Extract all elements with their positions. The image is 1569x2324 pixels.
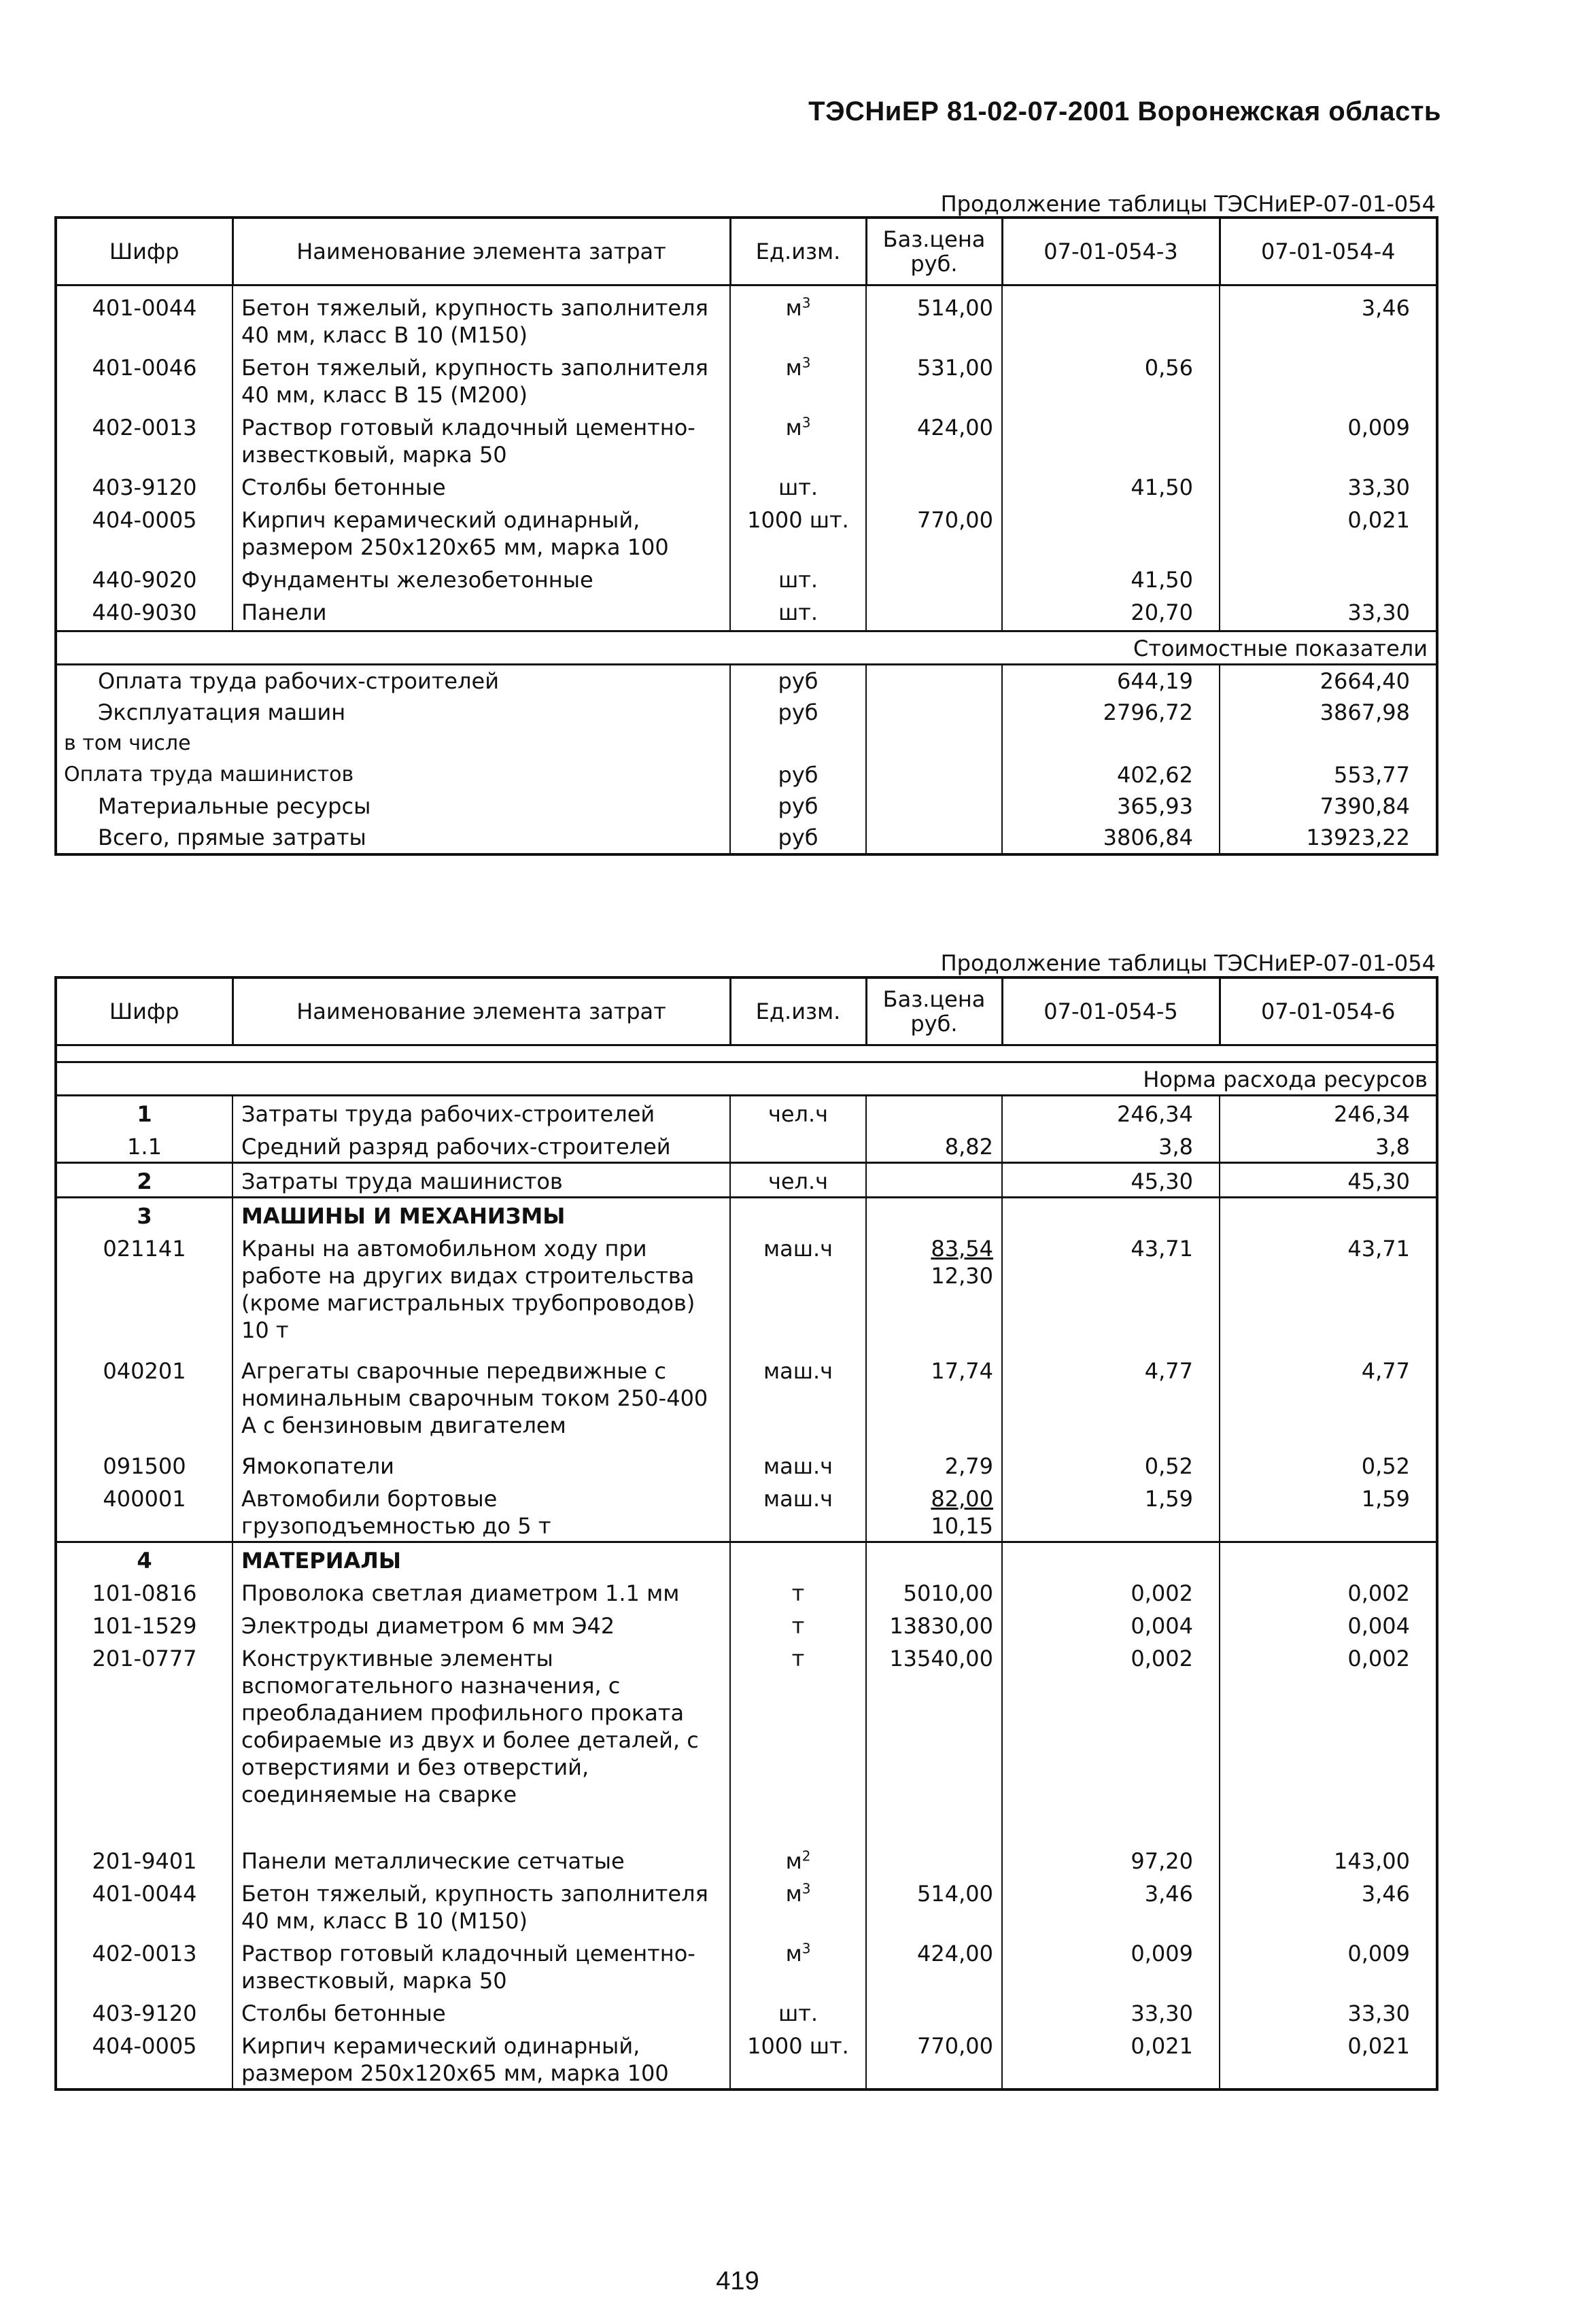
resource-name: Панели (232, 595, 730, 627)
base-price-cell (866, 1843, 1002, 1876)
resource-code: 101-0816 (56, 1576, 232, 1608)
base-price-cell (866, 1608, 1002, 1641)
resource-code: 402-0013 (56, 1936, 232, 1996)
split-price (931, 1235, 993, 1289)
resource-name: Столбы бетонные (232, 470, 730, 502)
unit-cell (730, 1481, 866, 1542)
resource-code: 401-0044 (56, 285, 232, 351)
norm-value-b: 45,30 (1220, 1163, 1437, 1198)
col-header-unit: Ед.изм. (730, 977, 866, 1045)
base-price (866, 562, 1002, 595)
base-price: 424,00 (917, 1941, 993, 1966)
cost-unit: руб (730, 822, 866, 854)
cost-label: Оплата труда рабочих-строителей (56, 665, 730, 697)
cost-row (56, 728, 1437, 759)
resource-code: 401-0046 (56, 350, 232, 410)
cost-unit: руб (730, 697, 866, 728)
table-row (56, 1608, 1437, 1641)
resource-name: Раствор готовый кладочный цементно-известковый, марка 50 (232, 410, 730, 470)
table-row (56, 1576, 1437, 1608)
table-row (56, 1843, 1437, 1876)
base-price: 17,74 (931, 1358, 993, 1384)
cost-value-a (1002, 728, 1220, 759)
base-price: 531,00 (866, 350, 1002, 410)
col-header-code: Шифр (56, 977, 232, 1045)
unit-text: м (785, 1941, 802, 1966)
norm-value-b (1220, 350, 1437, 410)
table-row (56, 1096, 1437, 1130)
resource-name: Средний разряд рабочих-строителей (232, 1129, 730, 1163)
table-row (56, 1996, 1437, 2028)
col-header-norm-a: 07-01-054-3 (1002, 218, 1220, 285)
section-title: МАТЕРИАЛЫ (232, 1542, 730, 1576)
resource-code: 440-9030 (56, 595, 232, 627)
unit-text: шт. (778, 600, 818, 625)
col-header-price: Баз.цена руб. (866, 977, 1002, 1045)
base-price: 514,00 (917, 1881, 993, 1907)
operator-wage-price: 12,30 (931, 1263, 993, 1289)
table-row (56, 1481, 1437, 1542)
resource-name: Затраты труда рабочих-строителей (232, 1096, 730, 1130)
unit-exponent: 3 (801, 294, 811, 311)
base-price-cell (866, 1876, 1002, 1936)
table-row (56, 562, 1437, 595)
resource-name: Агрегаты сварочные передвижные с номинальным сварочным током 250-400 А с бензиновым двигателем (232, 1353, 730, 1449)
table-row (56, 410, 1437, 470)
resource-name: Электроды диаметром 6 мм Э42 (232, 1608, 730, 1641)
base-price (866, 470, 1002, 502)
table-row (56, 1449, 1437, 1481)
table-row (56, 470, 1437, 502)
empty-cell (1220, 1542, 1437, 1576)
cost-indicators-label: Стоимостные показатели (56, 631, 1437, 665)
cost-unit: руб (730, 791, 866, 822)
table-row (56, 285, 1437, 351)
unit-cell (730, 1231, 866, 1353)
unit-text: чел.ч (768, 1168, 829, 1194)
norm-value-b: 3,8 (1220, 1129, 1437, 1163)
cost-value-b: 553,77 (1220, 759, 1437, 791)
norm-value-a: 1,59 (1002, 1481, 1220, 1542)
operator-wage-price: 10,15 (931, 1513, 993, 1539)
norm-value-a: 3,8 (1002, 1129, 1220, 1163)
base-price-cell (866, 1129, 1002, 1163)
empty-cell (866, 1542, 1002, 1576)
table1-continuation-label: Продолжение таблицы ТЭСНиЕР-07-01-054 (940, 191, 1436, 217)
resource-name: Бетон тяжелый, крупность заполнителя 40 мм, класс В 15 (М200) (232, 350, 730, 410)
cost-label: Всего, прямые затраты (56, 822, 730, 854)
norm-value-a: 0,021 (1002, 2028, 1220, 2089)
table-row (56, 2028, 1437, 2089)
resource-name: Автомобили бортовые грузоподъемностью до 5 т (232, 1481, 730, 1542)
unit-text: маш.ч (763, 1453, 833, 1479)
resource-name: Кирпич керамический одинарный, размером 250х120х65 мм, марка 100 (232, 502, 730, 562)
unit-text: 1000 шт. (747, 507, 849, 533)
table-row (56, 1876, 1437, 1936)
resource-code: 040201 (56, 1353, 232, 1449)
base-price: 514,00 (866, 285, 1002, 351)
base-price: 13830,00 (889, 1613, 993, 1639)
unit-text: шт. (778, 567, 818, 593)
norm-value-a: 0,004 (1002, 1608, 1220, 1641)
base-price-cell (866, 2028, 1002, 2089)
norm-value-b (1220, 562, 1437, 595)
norm-value-b: 0,002 (1220, 1641, 1437, 1843)
cost-indicators-band (56, 631, 1437, 665)
resource-code: 091500 (56, 1449, 232, 1481)
norm-value-a: 0,002 (1002, 1641, 1220, 1843)
unit-cell (730, 1163, 866, 1198)
norm-value-b: 1,59 (1220, 1481, 1437, 1542)
norm-value-b: 0,021 (1220, 2028, 1437, 2089)
norm-value-a: 43,71 (1002, 1231, 1220, 1353)
unit-cell (730, 1936, 866, 1996)
norm-value-b: 0,009 (1220, 1936, 1437, 1996)
base-price-cell (866, 1096, 1002, 1130)
section-heading-row (56, 1198, 1437, 1232)
table1-header-row (56, 218, 1437, 285)
base-price-cell (866, 1163, 1002, 1198)
resource-code: 201-9401 (56, 1843, 232, 1876)
unit-text: 1000 шт. (747, 2033, 849, 2059)
norm-value-b: 43,71 (1220, 1231, 1437, 1353)
unit-text: маш.ч (763, 1358, 833, 1384)
base-price-cell (866, 1936, 1002, 1996)
base-price: 770,00 (917, 2033, 993, 2059)
norm-value-a: 20,70 (1002, 595, 1220, 627)
unit-text: м (785, 1848, 802, 1874)
table-row (56, 1936, 1437, 1996)
norm-value-b: 143,00 (1220, 1843, 1437, 1876)
base-price: 2,79 (944, 1453, 993, 1479)
spacer-cell (56, 1045, 1437, 1062)
resource-name: Ямокопатели (232, 1449, 730, 1481)
cost-value-b: 2664,40 (1220, 665, 1437, 697)
unit-cell (730, 470, 866, 502)
unit-exponent: 3 (801, 1880, 811, 1897)
cost-value-a: 3806,84 (1002, 822, 1220, 854)
col-header-price: Баз.цена руб. (866, 218, 1002, 285)
document-header-title: ТЭСНиЕР 81-02-07-2001 Воронежская область (808, 97, 1441, 126)
norm-value-a: 0,009 (1002, 1936, 1220, 1996)
base-price-cell (866, 1449, 1002, 1481)
cost-row (56, 822, 1437, 854)
base-price-cell (866, 1641, 1002, 1843)
table-row (56, 1641, 1437, 1843)
resource-name: Фундаменты железобетонные (232, 562, 730, 595)
norm-value-b: 33,30 (1220, 595, 1437, 627)
unit-text: маш.ч (763, 1236, 833, 1262)
table-row (56, 1353, 1437, 1449)
base-price-cell (866, 1231, 1002, 1353)
section-title: МАШИНЫ И МЕХАНИЗМЫ (232, 1198, 730, 1232)
resource-name: Проволока светлая диаметром 1.1 мм (232, 1576, 730, 1608)
unit-cell (730, 1576, 866, 1608)
table-row (56, 595, 1437, 627)
resource-code: 404-0005 (56, 2028, 232, 2089)
base-price: 424,00 (866, 410, 1002, 470)
unit-cell (730, 1129, 866, 1163)
cost-price-empty (866, 822, 1002, 854)
norm-value-a: 246,34 (1002, 1096, 1220, 1130)
unit-text: м (785, 415, 802, 440)
cost-value-b: 7390,84 (1220, 791, 1437, 822)
header-spacer-band (56, 1045, 1437, 1062)
resource-code: 404-0005 (56, 502, 232, 562)
col-header-norm-a: 07-01-054-5 (1002, 977, 1220, 1045)
unit-cell (730, 285, 866, 351)
empty-cell (866, 1198, 1002, 1232)
norm-value-b: 33,30 (1220, 1996, 1437, 2028)
resource-name: Бетон тяжелый, крупность заполнителя 40 мм, класс В 10 (М150) (232, 1876, 730, 1936)
unit-text: т (791, 1646, 805, 1671)
norm-value-b: 33,30 (1220, 470, 1437, 502)
unit-text: м (785, 1881, 802, 1907)
cost-price-empty (866, 697, 1002, 728)
norm-value-b: 0,021 (1220, 502, 1437, 562)
resource-name: Затраты труда машинистов (232, 1163, 730, 1198)
cost-label: в том числе (56, 728, 730, 759)
base-price-cell (866, 1481, 1002, 1542)
norm-value-b: 0,52 (1220, 1449, 1437, 1481)
base-price: 13540,00 (889, 1646, 993, 1671)
resource-name: Краны на автомобильном ходу при работе на других видах строительства (кроме магистральных трубопроводов) 10 т (232, 1231, 730, 1353)
unit-text: чел.ч (768, 1101, 829, 1127)
unit-cell (730, 562, 866, 595)
cost-value-a: 644,19 (1002, 665, 1220, 697)
unit-text: м (785, 355, 802, 381)
norm-value-b: 0,002 (1220, 1576, 1437, 1608)
unit-cell (730, 1843, 866, 1876)
unit-cell (730, 410, 866, 470)
resource-code: 101-1529 (56, 1608, 232, 1641)
resource-code: 402-0013 (56, 410, 232, 470)
cost-value-b: 3867,98 (1220, 697, 1437, 728)
base-price: 5010,00 (903, 1580, 993, 1606)
cost-row (56, 665, 1437, 697)
resource-code: 201-0777 (56, 1641, 232, 1843)
unit-text: м (785, 295, 802, 321)
base-price: 8,82 (944, 1134, 993, 1160)
unit-cell (730, 1641, 866, 1843)
cost-unit: руб (730, 759, 866, 791)
resource-code: 2 (56, 1163, 232, 1198)
resource-code: 400001 (56, 1481, 232, 1542)
col-header-name: Наименование элемента затрат (232, 977, 730, 1045)
unit-cell (730, 1449, 866, 1481)
col-header-name: Наименование элемента затрат (232, 218, 730, 285)
resource-name: Конструктивные элементы вспомогательного назначения, с преобладанием профильного проката собираемые из двух и более деталей, с отверстиями и без отверстий, соединяемые на сварке (232, 1641, 730, 1843)
unit-text: маш.ч (763, 1486, 833, 1512)
cost-row (56, 697, 1437, 728)
norm-value-a: 0,002 (1002, 1576, 1220, 1608)
norm-value-a: 0,56 (1002, 350, 1220, 410)
norm-value-a: 0,52 (1002, 1449, 1220, 1481)
norm-value-a: 97,20 (1002, 1843, 1220, 1876)
base-price-cell (866, 1353, 1002, 1449)
cost-label: Материальные ресурсы (56, 791, 730, 822)
cost-row (56, 759, 1437, 791)
empty-cell (730, 1198, 866, 1232)
resource-name: Панели металлические сетчатые (232, 1843, 730, 1876)
unit-cell (730, 1096, 866, 1130)
resource-code: 403-9120 (56, 470, 232, 502)
norm-value-a: 33,30 (1002, 1996, 1220, 2028)
norm-value-b: 246,34 (1220, 1096, 1437, 1130)
norm-value-a: 3,46 (1002, 1876, 1220, 1936)
cost-price-empty (866, 728, 1002, 759)
cost-value-a: 402,62 (1002, 759, 1220, 791)
unit-cell (730, 2028, 866, 2089)
unit-cell (730, 502, 866, 562)
section-heading-row (56, 1542, 1437, 1576)
table-row (56, 1129, 1437, 1163)
norm-value-a: 41,50 (1002, 470, 1220, 502)
table-row (56, 350, 1437, 410)
section-number: 4 (56, 1542, 232, 1576)
resource-table-2 (54, 976, 1438, 2091)
norm-value-b: 0,004 (1220, 1608, 1437, 1641)
base-price: 83,54 (931, 1236, 993, 1262)
norm-value-a (1002, 285, 1220, 351)
unit-exponent: 3 (801, 1940, 811, 1957)
resource-name: Столбы бетонные (232, 1996, 730, 2028)
resource-code: 401-0044 (56, 1876, 232, 1936)
resource-norm-band (56, 1062, 1437, 1096)
resource-norm-label: Норма расхода ресурсов (56, 1062, 1437, 1096)
table2-header-row (56, 977, 1437, 1045)
section-number: 3 (56, 1198, 232, 1232)
unit-exponent: 3 (801, 414, 811, 431)
cost-label: Оплата труда машинистов (56, 759, 730, 791)
resource-name: Раствор готовый кладочный цементно-известковый, марка 50 (232, 1936, 730, 1996)
table-row (56, 1231, 1437, 1353)
col-header-norm-b: 07-01-054-4 (1220, 218, 1437, 285)
cost-value-b (1220, 728, 1437, 759)
unit-exponent: 3 (801, 354, 811, 371)
col-header-code: Шифр (56, 218, 232, 285)
resource-code: 021141 (56, 1231, 232, 1353)
unit-exponent: 2 (801, 1848, 811, 1865)
table2-continuation-label: Продолжение таблицы ТЭСНиЕР-07-01-054 (940, 950, 1436, 976)
cost-price-empty (866, 791, 1002, 822)
resource-name: Бетон тяжелый, крупность заполнителя 40 мм, класс В 10 (М150) (232, 285, 730, 351)
empty-cell (1002, 1198, 1220, 1232)
resource-code: 403-9120 (56, 1996, 232, 2028)
resource-name: Кирпич керамический одинарный, размером 250х120х65 мм, марка 100 (232, 2028, 730, 2089)
base-price-cell (866, 1576, 1002, 1608)
unit-text: шт. (778, 474, 818, 500)
unit-cell (730, 350, 866, 410)
split-price (931, 1485, 993, 1540)
unit-cell (730, 1876, 866, 1936)
cost-value-a: 365,93 (1002, 791, 1220, 822)
resource-code: 1 (56, 1096, 232, 1130)
resource-code: 440-9020 (56, 562, 232, 595)
norm-value-b: 0,009 (1220, 410, 1437, 470)
resource-code: 1.1 (56, 1129, 232, 1163)
unit-cell (730, 1996, 866, 2028)
norm-value-b: 3,46 (1220, 285, 1437, 351)
norm-value-b: 4,77 (1220, 1353, 1437, 1449)
cost-unit: руб (730, 665, 866, 697)
unit-cell (730, 1608, 866, 1641)
norm-value-a: 45,30 (1002, 1163, 1220, 1198)
norm-value-a (1002, 410, 1220, 470)
cost-value-b: 13923,22 (1220, 822, 1437, 854)
empty-cell (1002, 1542, 1220, 1576)
cost-label: Эксплуатация машин (56, 697, 730, 728)
unit-text: т (791, 1580, 805, 1606)
cost-value-a: 2796,72 (1002, 697, 1220, 728)
norm-value-a: 4,77 (1002, 1353, 1220, 1449)
norm-value-a: 41,50 (1002, 562, 1220, 595)
cost-price-empty (866, 759, 1002, 791)
norm-value-a (1002, 502, 1220, 562)
base-price-cell (866, 1996, 1002, 2028)
empty-cell (1220, 1198, 1437, 1232)
resource-table-1 (54, 216, 1438, 856)
unit-text: шт. (778, 2000, 818, 2026)
cost-row (56, 791, 1437, 822)
table-row (56, 1163, 1437, 1198)
unit-cell (730, 595, 866, 627)
cost-price-empty (866, 665, 1002, 697)
page-number: 419 (716, 2267, 759, 2295)
col-header-unit: Ед.изм. (730, 218, 866, 285)
base-price (866, 595, 1002, 627)
table-row (56, 502, 1437, 562)
cost-unit (730, 728, 866, 759)
base-price: 82,00 (931, 1486, 993, 1512)
unit-text: т (791, 1613, 805, 1639)
norm-value-b: 3,46 (1220, 1876, 1437, 1936)
unit-cell (730, 1353, 866, 1449)
base-price: 770,00 (866, 502, 1002, 562)
col-header-norm-b: 07-01-054-6 (1220, 977, 1437, 1045)
empty-cell (730, 1542, 866, 1576)
